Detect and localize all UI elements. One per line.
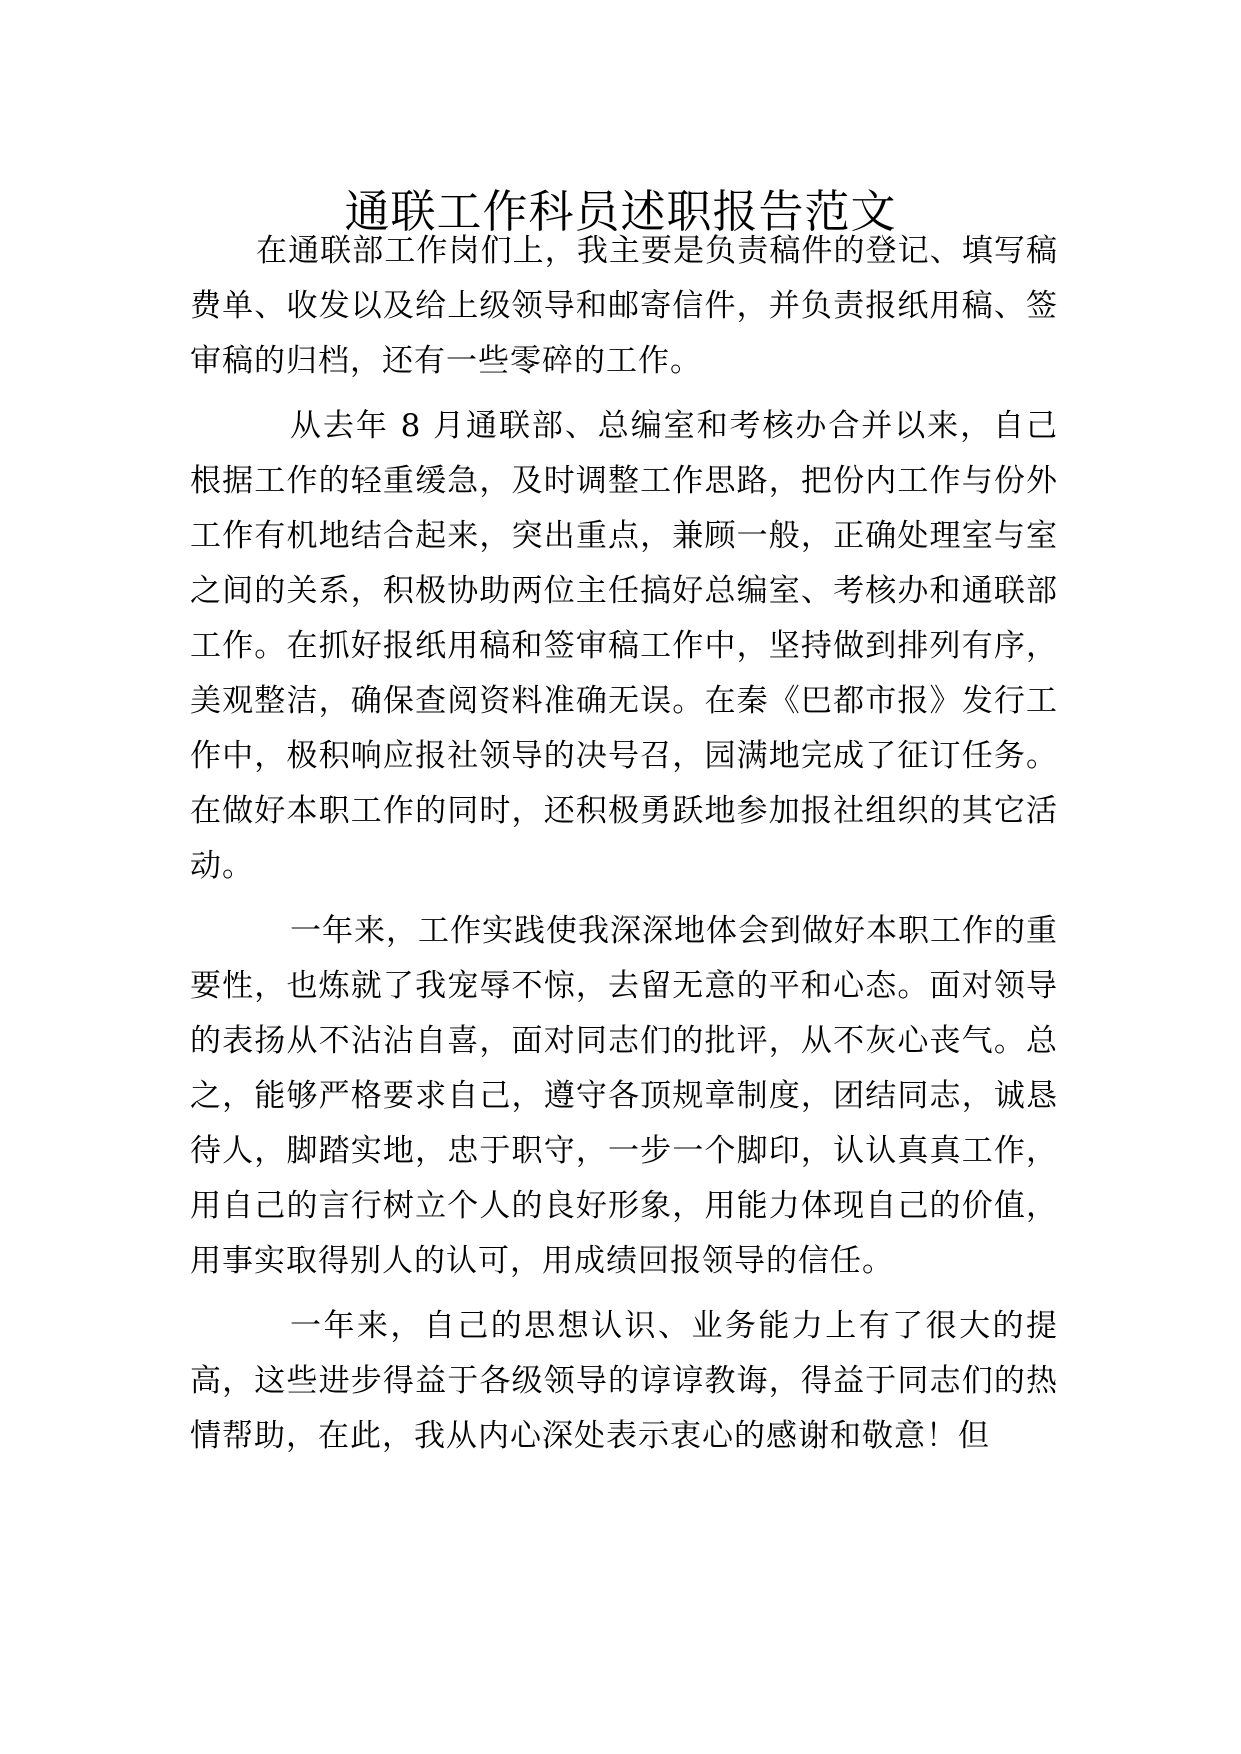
document-body — [190, 224, 1058, 1474]
paragraph-4: 一年来，自己的思想认识、业务能力上有了很大的提高，这些进步得益于各级领导的谆谆教诲，得益于同志们的热情帮助，在此，我从内心深处表示衷心的感谢和敬意！但 — [190, 1308, 1058, 1454]
paragraph-2: 从去年 8 月通联部、总编室和考核办合并以来，自己根据工作的轻重缓急，及时调整工作思路，把份内工作与份外工作有机地结合起来，突出重点，兼顾一般，正确处理室与室之间的关系，积极协助两位主任搞好总编室、考核办和通联部工作。在抓好报纸用稿和签审稿工作中，坚持做到排列有序，美观整洁，确保查阅资料准确无误。在秦《巴都市报》发行工作中，极积响应报社领导的决号召，园满地完成了征订任务。在做好本职工作的同时，还积极勇跃地参加报社组织的其它活动。 — [190, 408, 1058, 884]
document-title: 通联工作科员述职报告范文 — [344, 185, 897, 239]
paragraph-1: 在通联部工作岗们上，我主要是负责稿件的登记、填写稿费单、收发以及给上级领导和邮寄信件，并负责报纸用稿、签审稿的归档，还有一些零碎的工作。 — [190, 233, 1058, 379]
paragraph-3: 一年来，工作实践使我深深地体会到做好本职工作的重要性，也炼就了我宠辱不惊，去留无意的平和心态。面对领导的表扬从不沾沾自喜，面对同志们的批评，从不灰心丧气。总之，能够严格要求自己，遵守各顶规章制度，团结同志，诚恳待人，脚踏实地，忠于职守，一步一个脚印，认认真真工作，用自己的言行树立个人的良好形象，用能力体现自己的价值，用事实取得别人的认可，用成绩回报领导的信任。 — [190, 913, 1058, 1279]
